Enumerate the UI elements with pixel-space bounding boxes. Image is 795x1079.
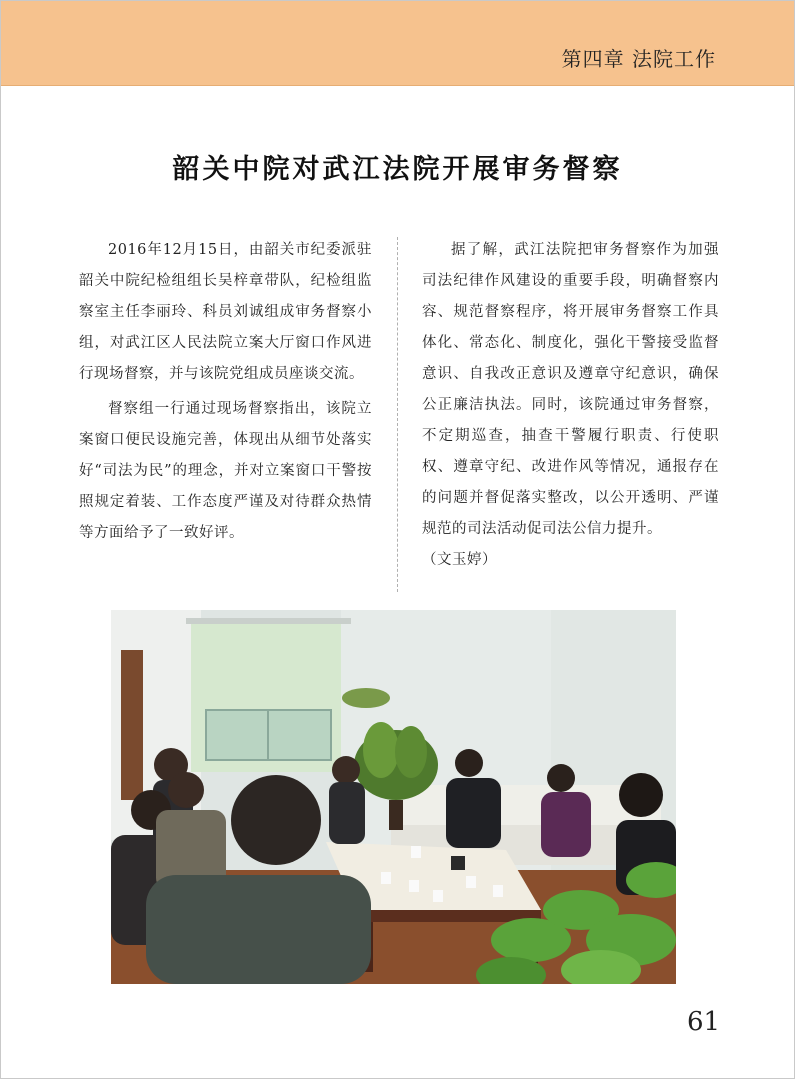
- article-paragraph: 督察组一行通过现场督察指出，该院立案窗口便民设施完善，体现出从细节处落实好“司法为民”的理念，并对立案窗口干警按照规定着装、工作态度严谨及对待群众热情等方面给予了一致好评。: [79, 401, 372, 541]
- chapter-title: 第四章 法院工作: [561, 47, 716, 71]
- article-column-left: [79, 235, 372, 549]
- article-byline: （文玉婷）: [422, 552, 497, 568]
- column-divider: [397, 237, 398, 592]
- article-paragraph: 据了解，武江法院把审务督察作为加强司法纪律作风建设的重要手段，明确督察内容、规范督察程序，将开展审务督察工作具体化、常态化、制度化，强化干警接受监督意识、自我改正意识及遵章守纪意识，确保公正廉洁执法。同时，该院通过审务督察，不定期巡查，抽查干警履行职责、行使职权、遵章守纪、改进作风等情况，通报存在的问题并督促落实整改，以公开透明、严谨规范的司法活动促司法公信力提升。: [422, 242, 719, 537]
- article-paragraph: 2016年12月15日，由韶关市纪委派驻韶关中院纪检组组长吴梓章带队，纪检组监察室主任李丽玲、科员刘诚组成审务督察小组，对武江区人民法院立案大厅窗口作风进行现场督察，并与该院党组成员座谈交流。: [79, 242, 372, 382]
- chapter-header-band: [1, 1, 794, 86]
- page-number: 61: [687, 1007, 721, 1037]
- article-title: 韶关中院对武江法院开展审务督察: [172, 154, 623, 185]
- meeting-photo: [111, 610, 676, 984]
- article-column-right: [422, 235, 719, 576]
